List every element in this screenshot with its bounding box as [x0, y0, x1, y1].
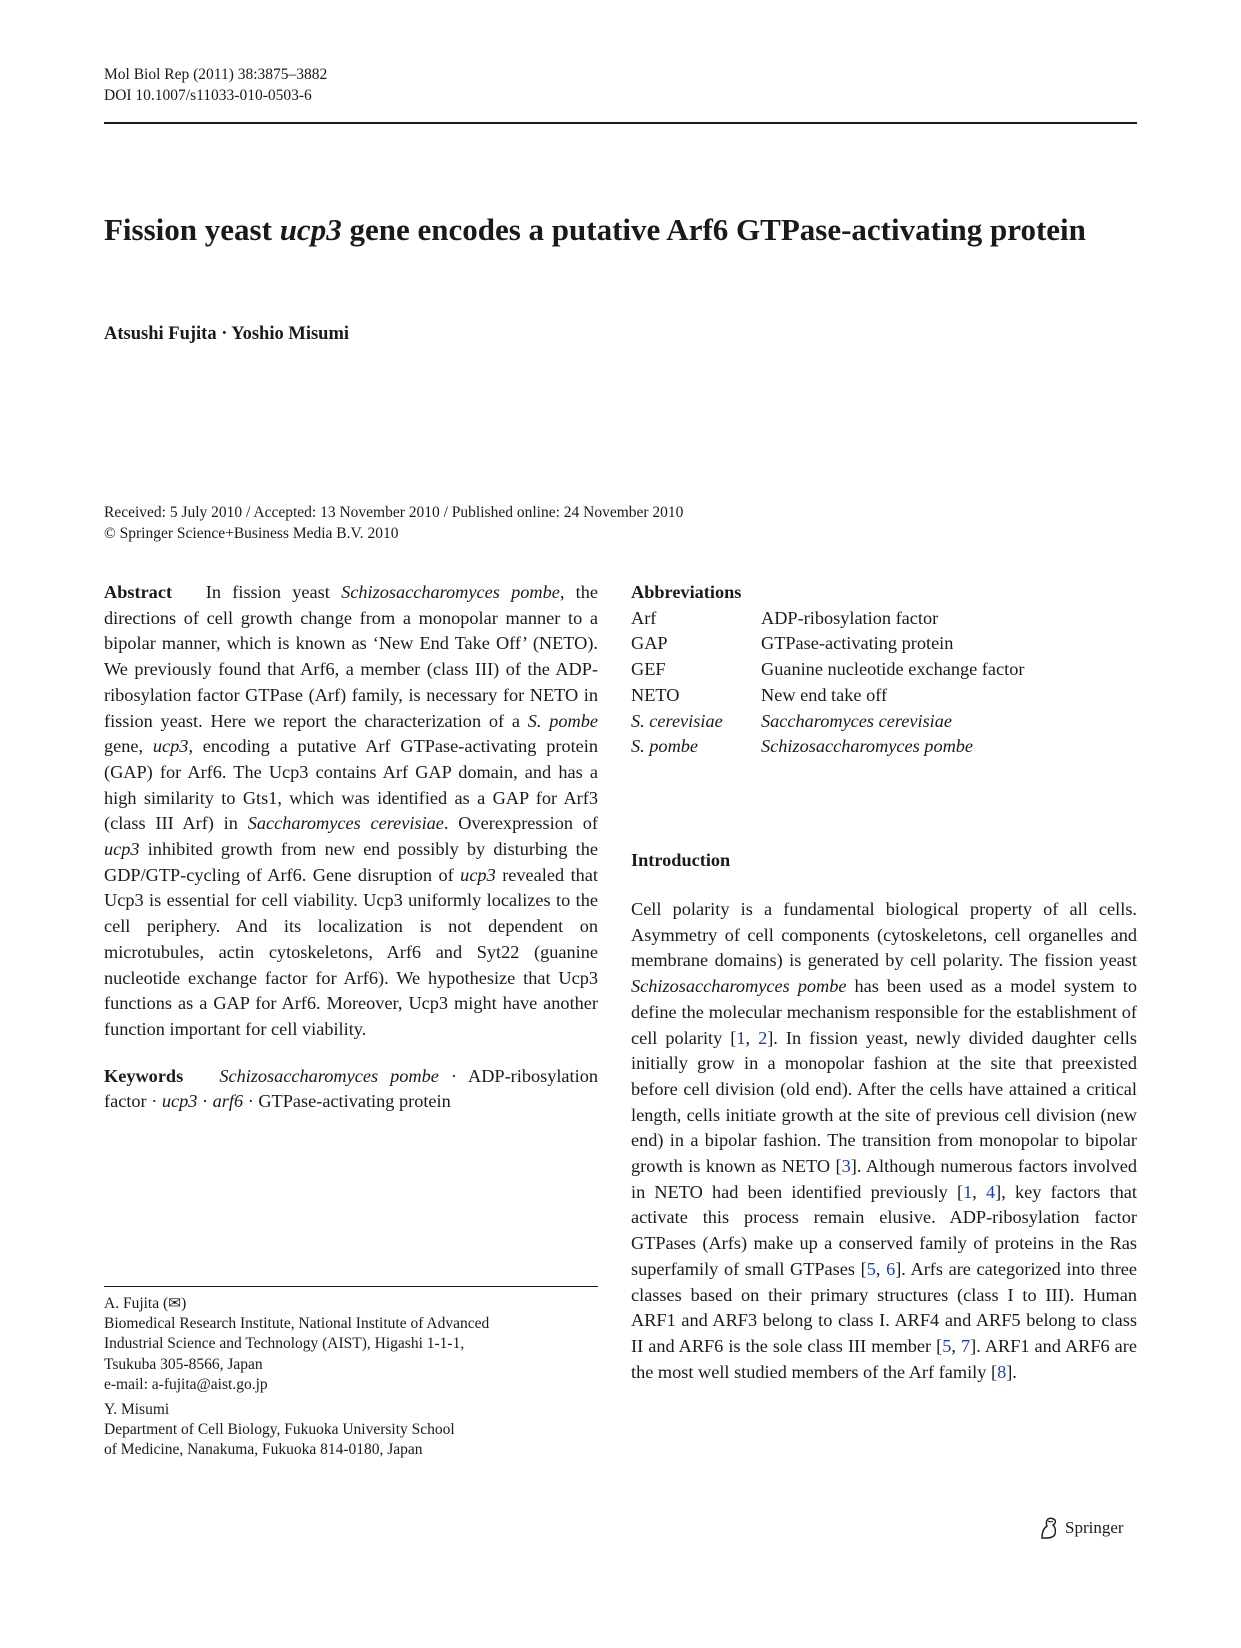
- abbreviation-definition: ADP-ribosylation factor: [761, 607, 939, 628]
- abbreviation-term: S. pombe: [631, 736, 699, 757]
- publisher-mark: [1038, 1516, 1124, 1540]
- citation-link[interactable]: 4: [986, 1181, 996, 1202]
- abbreviation-row: [631, 631, 1024, 657]
- author-email: e-mail: a-fujita@aist.go.jp: [104, 1375, 268, 1393]
- abbreviations-table: [631, 606, 1024, 760]
- affiliation-line: Tsukuba 305-8566, Japan: [104, 1355, 263, 1373]
- citation-link[interactable]: 3: [841, 1156, 851, 1177]
- publisher-name: Springer: [1065, 1518, 1124, 1537]
- abbreviation-term: Arf: [631, 607, 657, 628]
- abstract-heading: Abstract: [104, 582, 173, 602]
- left-column: [104, 580, 598, 1115]
- citation-link[interactable]: 6: [886, 1258, 896, 1279]
- affiliation-misumi: [104, 1400, 455, 1461]
- citation-link[interactable]: 5: [866, 1258, 876, 1279]
- introduction-paragraph: Cell polarity is a fundamental biological property of all cells. Asymmetry of cell components (cytoskeletons, cell organelles and membrane domains) is generated by cell polarity. The fission yeast Schizosaccharomyces pombe has been used as a model system to define the molecular mechanism responsible for the establishment of cell polarity [1, 2]. In fission yeast, newly divided daughter cells initially grow in a monopolar fashion at the site that preexisted before cell division (old end). After the cells have attained a critical length, cells initiate growth at the site of previous cell division (new end) in a bipolar fashion. The transition from monopolar to bipolar growth is known as NETO [3]. Although numerous factors involved in NETO had been identified previously [1, 4], key factors that activate this process remain elusive. ADP-ribosylation factor GTPases (Arfs) make up a conserved family of proteins in the Ras superfamily of small GTPases [5, 6]. Arfs are categorized into three classes based on their primary structures (class I to III). Human ARF1 and ARF3 belong to class I. ARF4 and ARF5 belong to class II and ARF6 is the sole class III member [5, 7]. ARF1 and ARF6 are the most well studied members of the Arf family [8].: [631, 899, 1138, 1382]
- citation-link[interactable]: 5: [942, 1335, 952, 1356]
- abbreviation-term: NETO: [631, 684, 680, 705]
- abbreviation-row: [631, 683, 1024, 709]
- abbreviation-definition: GTPase-activating protein: [761, 633, 954, 654]
- springer-horse-icon: [1038, 1516, 1060, 1540]
- abbreviations-block: [631, 580, 1137, 760]
- abbreviation-term: S. cerevisiae: [631, 710, 723, 731]
- affiliation-line: Department of Cell Biology, Fukuoka University School: [104, 1421, 455, 1439]
- abbreviation-definition: New end take off: [761, 684, 888, 705]
- copyright-line: © Springer Science+Business Media B.V. 2010: [104, 525, 399, 542]
- citation-link[interactable]: 2: [758, 1027, 768, 1048]
- journal-doi: DOI 10.1007/s11033-010-0503-6: [104, 87, 312, 104]
- abbreviation-term: GAP: [631, 633, 668, 654]
- abbreviation-row: [631, 606, 1024, 632]
- affiliation-line: Industrial Science and Technology (AIST), Higashi 1-1-1,: [104, 1335, 465, 1353]
- keywords: Keywords Schizosaccharomyces pombe · ADP-ribosylation factor · ucp3 · arf6 · GTPase-activating protein: [104, 1065, 598, 1112]
- paper-title: Fission yeast ucp3 gene encodes a putative Arf6 GTPase-activating protein: [104, 212, 1086, 247]
- footnote-rule: [104, 1286, 598, 1287]
- citation-link[interactable]: 1: [736, 1027, 746, 1048]
- abbreviation-definition: Guanine nucleotide exchange factor: [761, 659, 1025, 680]
- abbreviation-definition: Saccharomyces cerevisiae: [761, 710, 953, 731]
- abbreviation-row: [631, 734, 1024, 760]
- abbreviation-row: [631, 657, 1024, 683]
- abstract: Abstract In fission yeast Schizosaccharomyces pombe, the directions of cell growth change from a monopolar manner to a bipolar manner, which is known as ‘New End Take Off’ (NETO). We previously found that Arf6, a member (class III) of the ADP-ribosylation factor GTPase (Arf) family, is necessary for NETO in fission yeast. Here we report the characterization of a S. pombe gene, ucp3, encoding a putative Arf GTPase-activating protein (GAP) for Arf6. The Ucp3 contains Arf GAP domain, and has a high similarity to Gts1, which was identified as a GAP for Arf3 (class III Arf) in Saccharomyces cerevisiae. Overexpression of ucp3 inhibited growth from new end possibly by disturbing the GDP/GTP-cycling of Arf6. Gene disruption of ucp3 revealed that Ucp3 is essential for cell viability. Ucp3 uniformly localizes to the cell periphery. And its localization is not dependent on microtubules, actin cytoskeletons, Arf6 and Syt22 (guanine nucleotide exchange factor for Arf6). We hypothesize that Ucp3 functions as a GAP for Arf6. Moreover, Ucp3 might have another function important for cell viability.: [104, 582, 599, 1039]
- keywords-heading: Keywords: [104, 1065, 184, 1086]
- publication-history: [104, 502, 683, 544]
- abbreviation-definition: Schizosaccharomyces pombe: [761, 736, 974, 757]
- introduction-heading: Introduction: [631, 850, 731, 870]
- affiliation-line: of Medicine, Nanakuma, Fukuoka 814-0180, Japan: [104, 1441, 423, 1459]
- citation-link[interactable]: 7: [961, 1335, 971, 1356]
- citation-link[interactable]: 8: [997, 1361, 1007, 1382]
- citation-link[interactable]: 1: [963, 1181, 973, 1202]
- abbreviation-row: [631, 709, 1024, 735]
- journal-header: [104, 64, 327, 106]
- affiliation-line: Biomedical Research Institute, National Institute of Advanced: [104, 1315, 490, 1333]
- affiliation-author: A. Fujita (✉): [104, 1295, 187, 1312]
- author-list: Atsushi Fujita · Yoshio Misumi: [104, 324, 349, 344]
- introduction-body: [631, 897, 1137, 1385]
- history-dates: Received: 5 July 2010 / Accepted: 13 November 2010 / Published online: 24 November 2010: [104, 504, 684, 521]
- header-rule: [104, 122, 1137, 124]
- abbreviations-heading: Abbreviations: [631, 582, 742, 602]
- affiliation-fujita: [104, 1294, 489, 1395]
- abbreviation-term: GEF: [631, 659, 666, 680]
- affiliation-author: Y. Misumi: [104, 1401, 170, 1418]
- journal-citation: Mol Biol Rep (2011) 38:3875–3882: [104, 66, 328, 83]
